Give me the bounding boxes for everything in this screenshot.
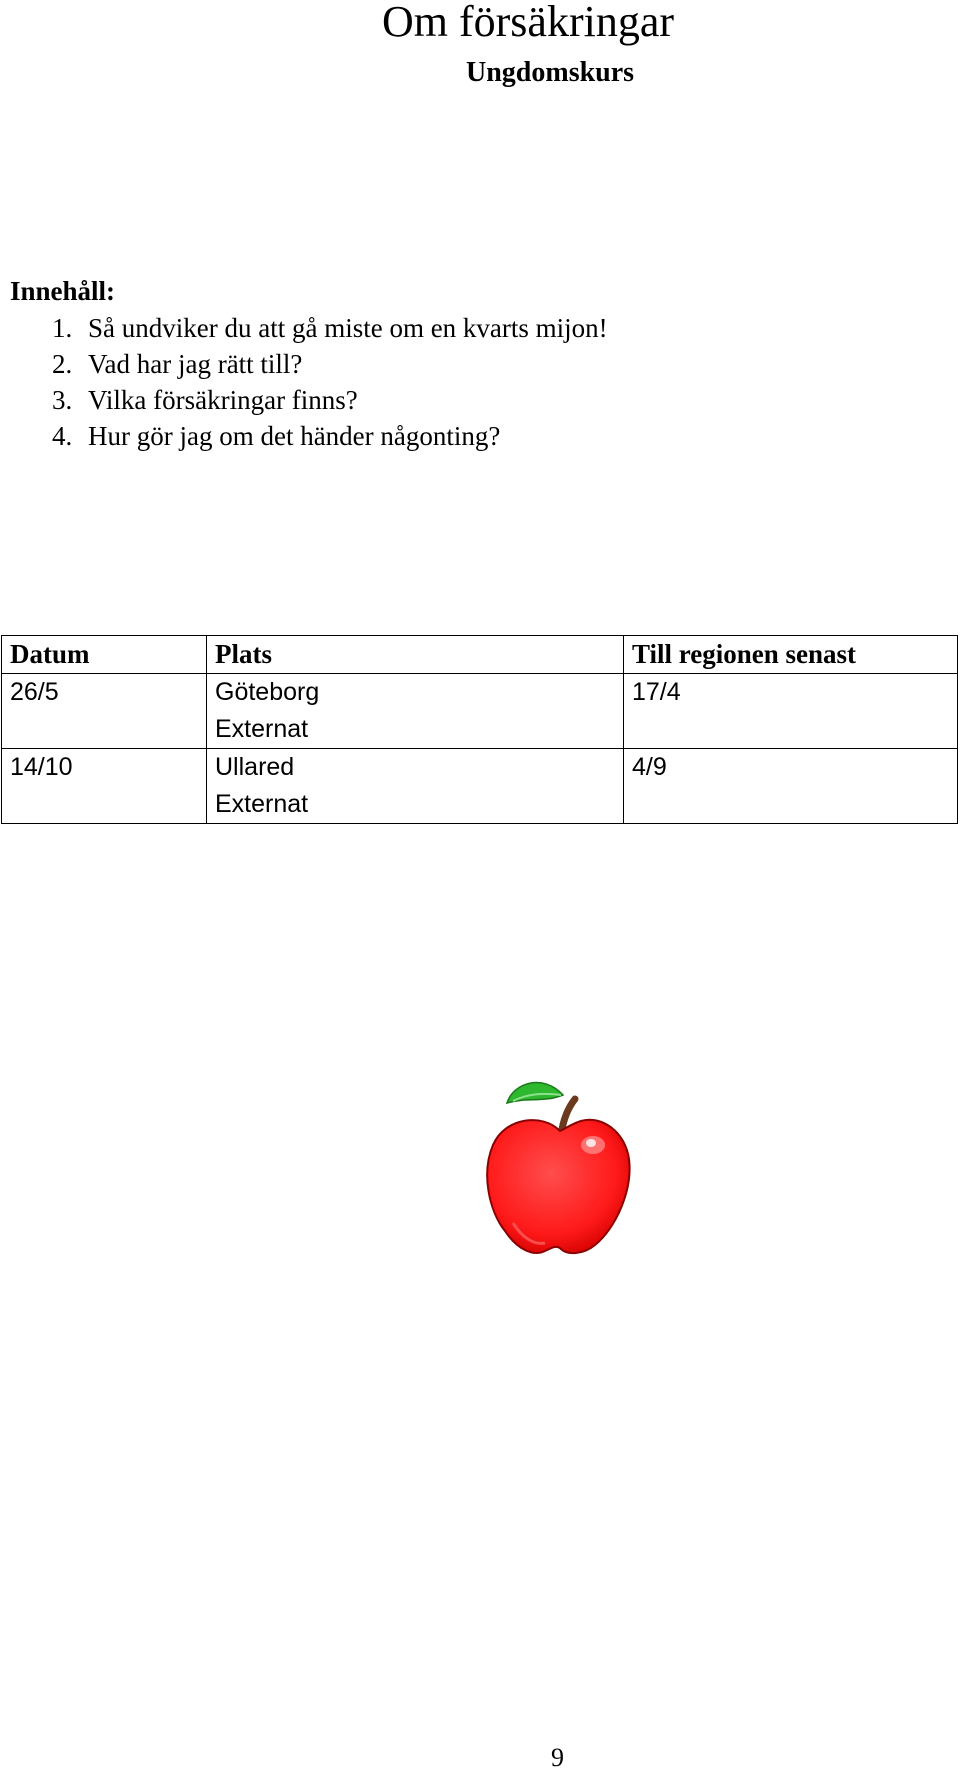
cell-deadline: 17/4 (624, 674, 958, 749)
contents-item-text: Vad har jag rätt till? (88, 349, 303, 379)
cell-place (207, 674, 624, 749)
contents-item (0, 418, 608, 454)
table-header-row (2, 636, 958, 674)
column-header-deadline: Till regionen senast (624, 636, 958, 674)
column-header-place: Plats (207, 636, 624, 674)
apple-icon (483, 1073, 638, 1257)
page-number: 9 (551, 1743, 564, 1772)
place-name: Göteborg (215, 678, 320, 706)
table-row (2, 674, 958, 749)
contents-item-number: 1. (52, 313, 73, 343)
table-row (2, 749, 958, 824)
contents-item (0, 382, 608, 418)
document-title: Om försäkringar (382, 0, 675, 46)
schedule-table (1, 635, 958, 824)
contents-item (0, 346, 608, 382)
cell-date: 14/10 (2, 749, 207, 824)
contents-item-text: Så undviker du att gå miste om en kvarts mijon! (88, 313, 608, 343)
contents-heading: Innehåll: (10, 276, 116, 306)
contents-item-number: 3. (52, 385, 73, 415)
contents-list (0, 310, 608, 454)
contents-item (0, 310, 608, 346)
place-name: Ullared (215, 753, 295, 781)
column-header-date: Datum (2, 636, 207, 674)
contents-item-text: Vilka försäkringar finns? (88, 385, 358, 415)
contents-item-number: 4. (52, 421, 73, 451)
place-type: Externat (215, 715, 309, 743)
contents-item-number: 2. (52, 349, 73, 379)
place-type: Externat (215, 790, 309, 818)
cell-date: 26/5 (2, 674, 207, 749)
document-subtitle: Ungdomskurs (466, 57, 635, 88)
cell-place (207, 749, 624, 824)
contents-item-text: Hur gör jag om det händer någonting? (88, 421, 501, 451)
cell-deadline: 4/9 (624, 749, 958, 824)
